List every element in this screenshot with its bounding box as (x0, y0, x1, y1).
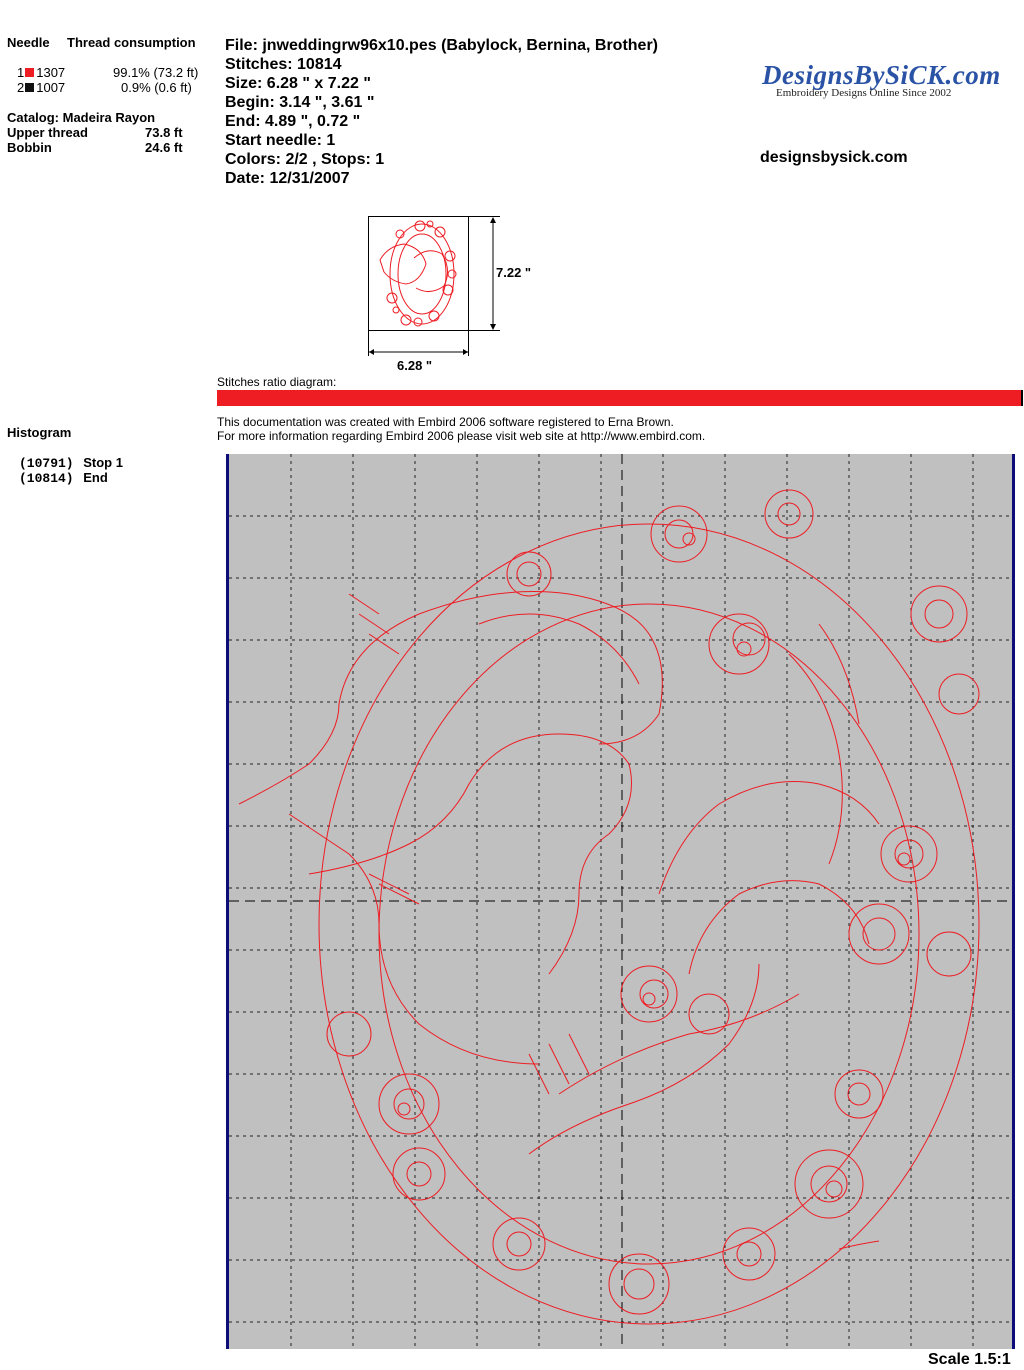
logo-wordmark: DesignsBySiCK.com (762, 60, 1001, 90)
embroidery-stitches (239, 490, 979, 1324)
thumbnail-width-label: 6.28 " (397, 358, 433, 373)
credits (217, 415, 705, 443)
upper-thread-value: 73.8 ft (145, 125, 183, 140)
begin-point: Begin: 3.14 ", 3.61 " (225, 94, 375, 111)
design-thumbnail (360, 210, 550, 378)
stitches-ratio-label: Stitches ratio diagram: (217, 375, 337, 389)
thread-code: 1307 (36, 65, 66, 80)
stitches-ratio-bar (217, 390, 1023, 406)
histogram-title: Histogram (7, 425, 72, 440)
color-swatch-black (25, 83, 34, 92)
file-name: File: jnweddingrw96x10.pes (Babylock, Bernina, Brother) (225, 37, 658, 54)
thread-consumption-header: Thread consumption (67, 35, 196, 50)
website-label: designsbysick.com (760, 149, 908, 166)
needle-number: 1 (17, 65, 25, 80)
thumbnail-height-label: 7.22 " (496, 265, 532, 280)
histogram-entry (19, 455, 123, 471)
histogram-label: Stop 1 (83, 455, 123, 470)
histogram-count: (10791) (19, 456, 74, 471)
bobbin-value: 24.6 ft (145, 140, 183, 155)
design-preview-art (229, 454, 1012, 1349)
design-preview (226, 454, 1015, 1349)
catalog-label: Catalog: Madeira Rayon (7, 110, 156, 125)
needle-number: 2 (17, 80, 25, 95)
bobbin-label: Bobbin (7, 140, 52, 155)
histogram-count: (10814) (19, 471, 74, 486)
thread-code: 1007 (36, 80, 66, 95)
design-size: Size: 6.28 " x 7.22 " (225, 75, 371, 92)
stitch-count: Stitches: 10814 (225, 56, 342, 73)
histogram-entry (19, 470, 108, 486)
upper-thread-label: Upper thread (7, 125, 88, 140)
thread-consumption: 0.9% (0.6 ft) (121, 80, 192, 95)
thread-row-1 (17, 65, 212, 80)
brand-logo (762, 60, 1001, 99)
needle-header: Needle (7, 35, 50, 50)
credits-line-1: This documentation was created with Embird 2006 software registered to Erna Brown. (217, 415, 674, 429)
thread-consumption: 99.1% (73.2 ft) (113, 65, 199, 80)
file-info (225, 36, 658, 188)
scale-label: Scale 1.5:1 (928, 1351, 1011, 1368)
histogram-label: End (83, 470, 108, 485)
end-point: End: 4.89 ", 0.72 " (225, 113, 361, 130)
design-date: Date: 12/31/2007 (225, 170, 350, 187)
credits-line-2: For more information regarding Embird 2006 please visit web site at http://www.embird.com. (217, 429, 706, 443)
color-swatch-red (25, 68, 34, 77)
logo-tagline: Embroidery Designs Online Since 2002 (776, 87, 952, 99)
start-needle: Start needle: 1 (225, 132, 336, 149)
thread-row-2 (17, 80, 212, 95)
colors-stops: Colors: 2/2 , Stops: 1 (225, 151, 385, 168)
